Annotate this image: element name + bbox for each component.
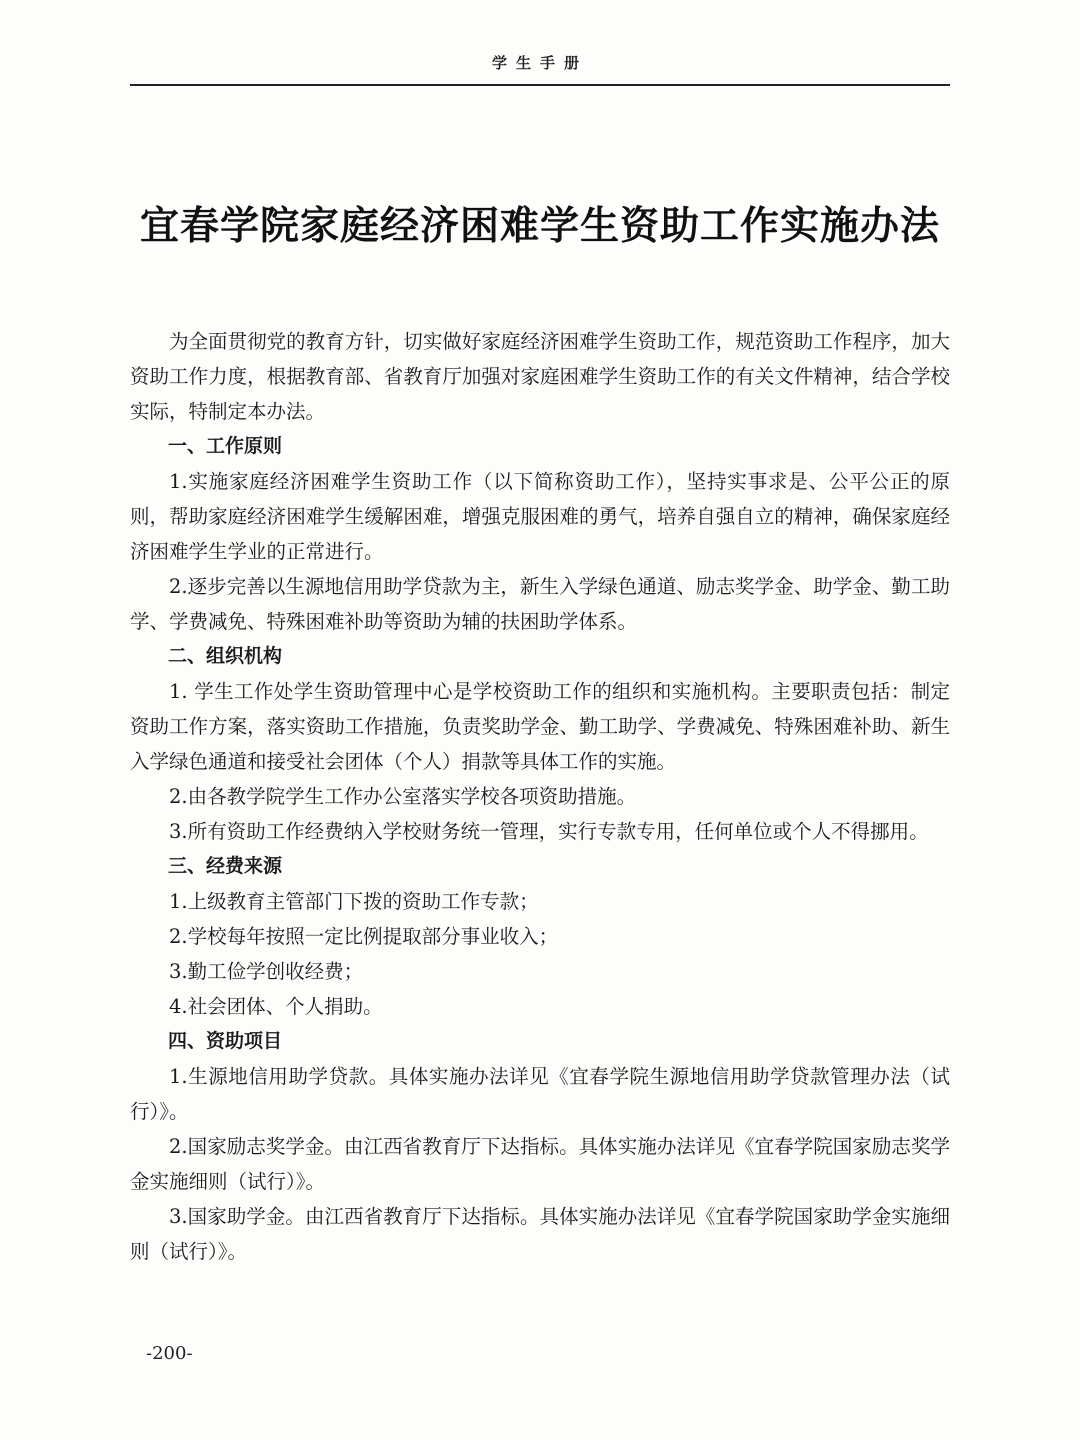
- paragraph: 1.生源地信用助学贷款。具体实施办法详见《宜春学院生源地信用助学贷款管理办法（试行）》。: [130, 1065, 950, 1123]
- running-header: 学生手册: [491, 54, 588, 72]
- paragraph: 1.实施家庭经济困难学生资助工作（以下简称资助工作），坚持实事求是、公平公正的原则，帮助家庭经济困难学生缓解困难，增强克服困难的勇气，培养自强自立的精神，确保家庭经济困难学生学业的正常进行。: [130, 470, 950, 563]
- document-body: [130, 324, 950, 1269]
- paragraph: 2.学校每年按照一定比例提取部分事业收入；: [169, 925, 559, 948]
- paragraph: 3.勤工俭学创收经费；: [169, 960, 364, 983]
- page-number: -200-: [146, 1343, 193, 1364]
- section-heading-organization: 二、组织机构: [168, 645, 283, 667]
- paragraph: 1. 学生工作处学生资助管理中心是学校资助工作的组织和实施机构。主要职责包括：制定资助工作方案，落实资助工作措施，负责奖助学金、勤工助学、学费减免、特殊困难补助、新生入学绿色通道和接受社会团体（个人）捐款等具体工作的实施。: [130, 680, 950, 773]
- section-heading-principles: 一、工作原则: [168, 435, 283, 457]
- paragraph: 3.所有资助工作经费纳入学校财务统一管理，实行专款专用，任何单位或个人不得挪用。: [169, 820, 929, 843]
- paragraph: 2.由各教学院学生工作办公室落实学校各项资助措施。: [169, 785, 637, 808]
- paragraph: 2.逐步完善以生源地信用助学贷款为主，新生入学绿色通道、励志奖学金、助学金、勤工助学、学费减免、特殊困难补助等资助为辅的扶困助学体系。: [130, 575, 950, 633]
- paragraph: 1.上级教育主管部门下拨的资助工作专款；: [169, 890, 539, 913]
- document-title: 宜春学院家庭经济困难学生资助工作实施办法: [139, 203, 940, 249]
- paragraph: 3.国家助学金。由江西省教育厅下达指标。具体实施办法详见《宜春学院国家助学金实施细则（试行）》。: [130, 1205, 950, 1263]
- header-rule: [130, 84, 950, 86]
- section-heading-projects: 四、资助项目: [168, 1030, 283, 1052]
- paragraph: 2.国家励志奖学金。由江西省教育厅下达指标。具体实施办法详见《宜春学院国家励志奖学金实施细则（试行）》。: [130, 1135, 950, 1193]
- paragraph: 4.社会团体、个人捐助。: [169, 995, 383, 1018]
- intro-paragraph: 为全面贯彻党的教育方针，切实做好家庭经济困难学生资助工作，规范资助工作程序，加大资助工作力度，根据教育部、省教育厅加强对家庭困难学生资助工作的有关文件精神，结合学校实际，特制定本办法。: [130, 330, 950, 423]
- section-heading-funding: 三、经费来源: [168, 855, 283, 877]
